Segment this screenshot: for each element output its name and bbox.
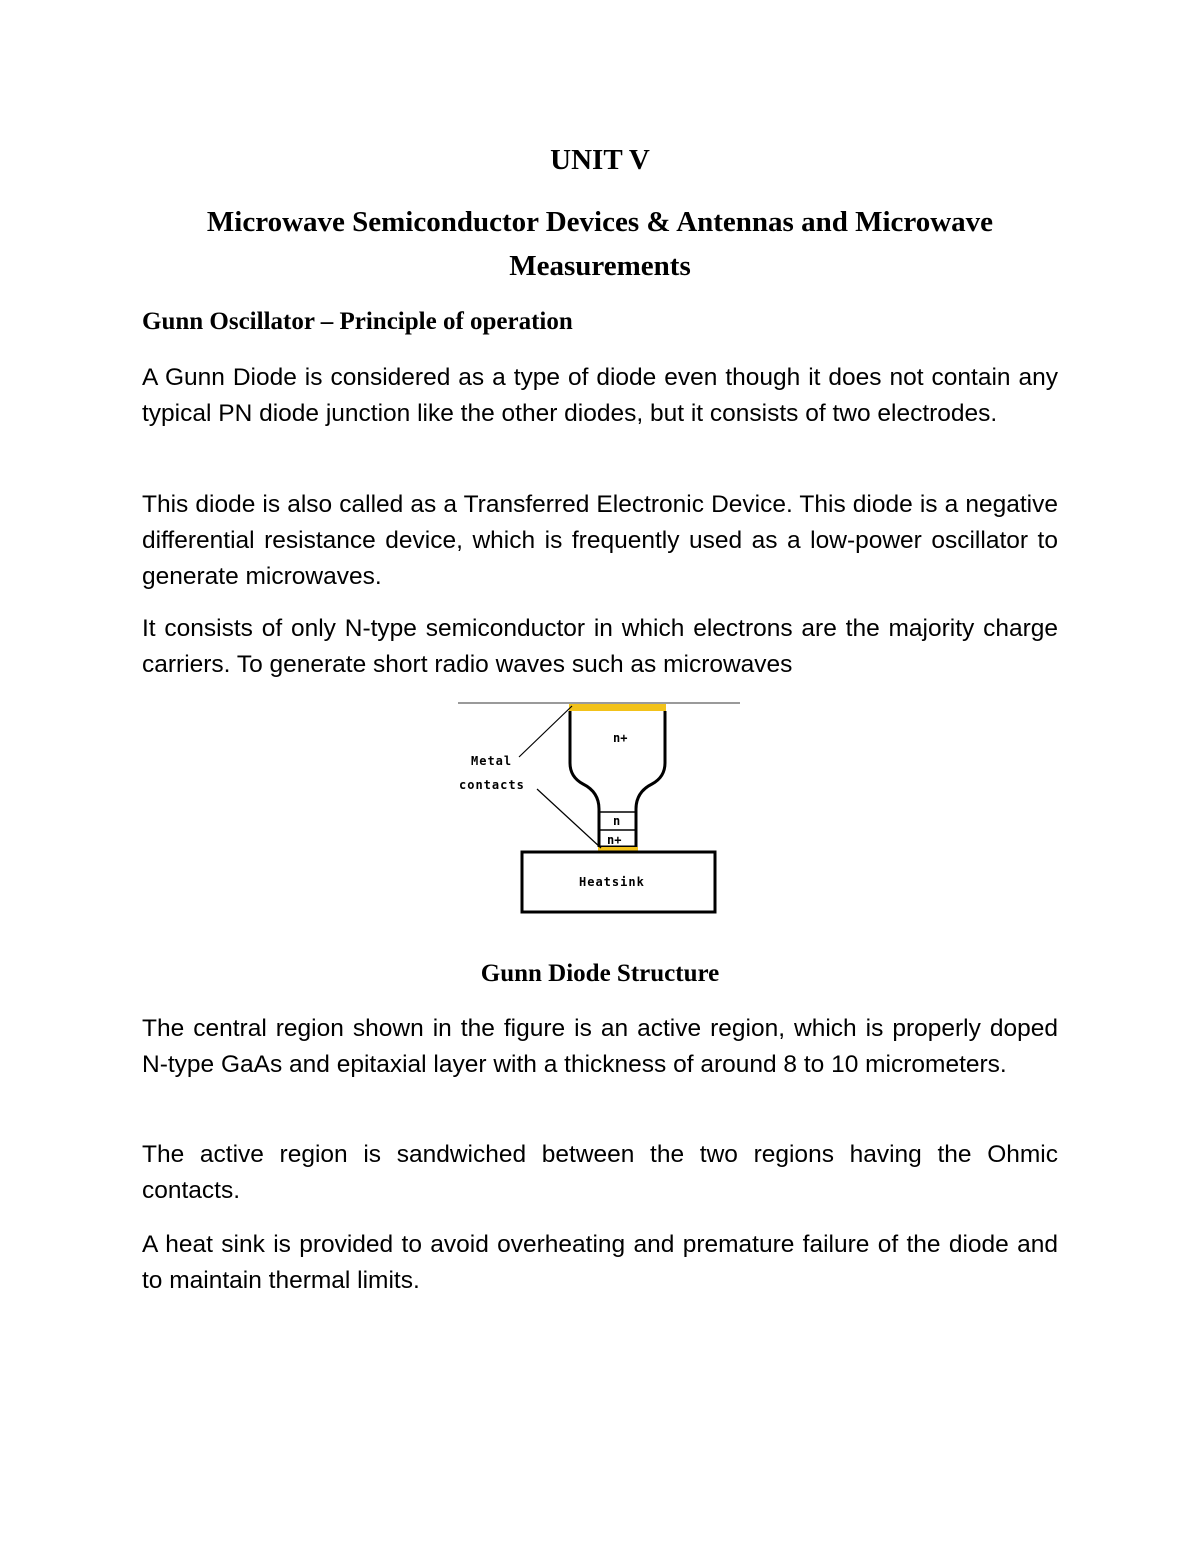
- label-contacts: contacts: [459, 778, 525, 792]
- paragraph: This diode is also called as a Transferred Electronic Device. This diode is a negative differential resistance device, which is frequently used as a low-power oscillator to generate microwaves.: [142, 491, 1058, 590]
- paragraph: It consists of only N-type semiconductor in which electrons are the majority charge carriers. To generate short radio waves such as microwaves: [142, 615, 1058, 678]
- paragraph: The central region shown in the figure is an active region, which is properly doped N-type GaAs and epitaxial layer with a thickness of around 8 to 10 micrometers.: [142, 1015, 1058, 1078]
- leader-line-top: [519, 706, 572, 757]
- paragraph: A heat sink is provided to avoid overheating and premature failure of the diode and to maintain thermal limits.: [142, 1231, 1058, 1294]
- figure-caption: Gunn Diode Structure: [480, 960, 720, 987]
- paragraph: The active region is sandwiched between the two regions having the Ohmic contacts.: [142, 1141, 1058, 1204]
- unit-title: UNIT V: [550, 144, 650, 176]
- label-n-middle: n: [613, 814, 621, 828]
- main-title: Microwave Semiconductor Devices & Antennas and Microwave Measurements: [206, 206, 994, 282]
- section-heading: Gunn Oscillator – Principle of operation: [142, 308, 573, 335]
- label-n-plus-bottom: n+: [607, 833, 622, 847]
- gunn-diode-structure-figure: [455, 697, 745, 922]
- label-n-plus-top: n+: [613, 731, 628, 745]
- top-metal-contact: [569, 704, 666, 711]
- leader-line-bottom: [537, 789, 601, 848]
- label-metal: Metal: [471, 754, 513, 768]
- paragraph: A Gunn Diode is considered as a type of diode even though it does not contain any typical PN diode junction like the other diodes, but it consists of two electrodes.: [142, 364, 1058, 427]
- label-heatsink: Heatsink: [579, 875, 645, 889]
